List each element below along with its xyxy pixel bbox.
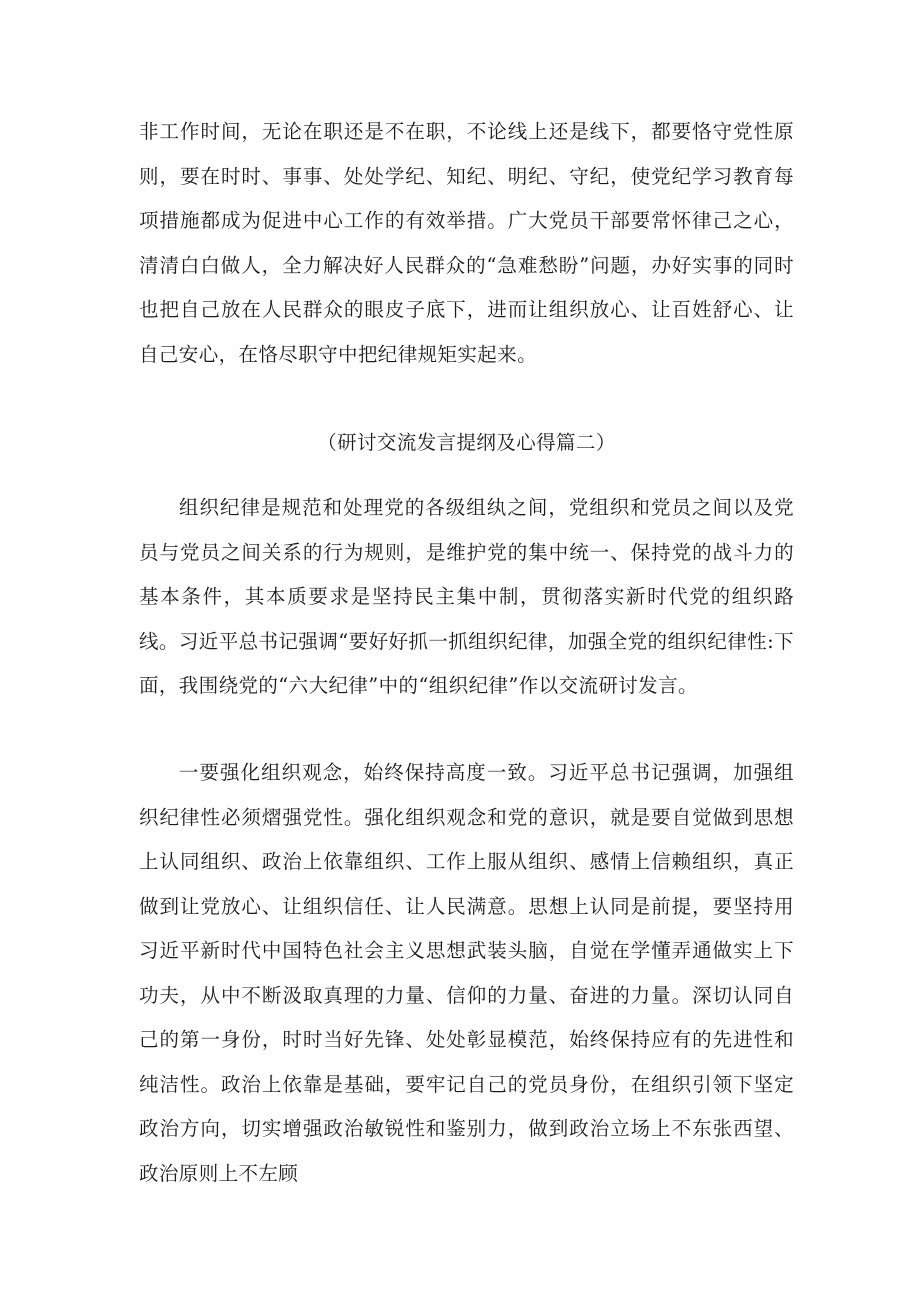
paragraph-organizational-discipline: 组织纪律是规范和处理党的各级组纨之间，党组织和党员之间以及党员与党员之间关系的行为规则，是维护党的集中统一、保持党的战斗力的基本条件，其本质要求是坚持民主集中制，贯彻落实新时代党的组织路线。习近平总书记强调“要好好抓一抓组织纪律，加强全党的组织纪律性:下面，我围绕党的“六大纪律”中的“组织纪律”作以交流研讨发言。 bbox=[139, 496, 794, 697]
paragraph-discipline-conduct: 非工作时间，无论在职还是不在职，不论线上还是线下，都要恪守党性原则，要在时时、事事、处处学纪、知纪、明纪、守纪，使党纪学习教育每项措施都成为促进中心工作的有效举措。广大党员干部要常怀律己之心，清清白白做人，全力解决好人民群众的“急难愁盼”问题，办好实事的同时也把自己放在人民群众的眼皮子底下，进而让组织放心、让百姓舒心、让自己安心，在恪尽职守中把纪律规矩实起来。 bbox=[139, 120, 794, 366]
section-heading: （研讨交流发言提纲及心得篇二） bbox=[317, 431, 616, 454]
paragraph-organizational-concept: 一要强化组织观念，始终保持高度一致。习近平总书记强调，加强组织纪律性必须熠强党性。强化组织观念和党的意识，就是要自觉做到思想上认同组织、政治上依靠组织、工作上服从组织、感情上信赖组织，真正做到让党放心、让组织信任、让人民满意。思想上认同是前提，要坚持用习近平新时代中国特色社会主义思想武装头脑，自觉在学懂弄通做实上下功夫，从中不断汲取真理的力量、信仰的力量、奋进的力量。深切认同自己的第一身份，时时当好先锋、处处彰显模范，始终保持应有的先进性和纯洁性。政治上依靠是基础，要牢记自己的党员身份，在组织引领下坚定政治方向，切实增强政治敏锐性和鉴别力，做到政治立场上不东张西望、政治原则上不左顾 bbox=[139, 761, 794, 1185]
